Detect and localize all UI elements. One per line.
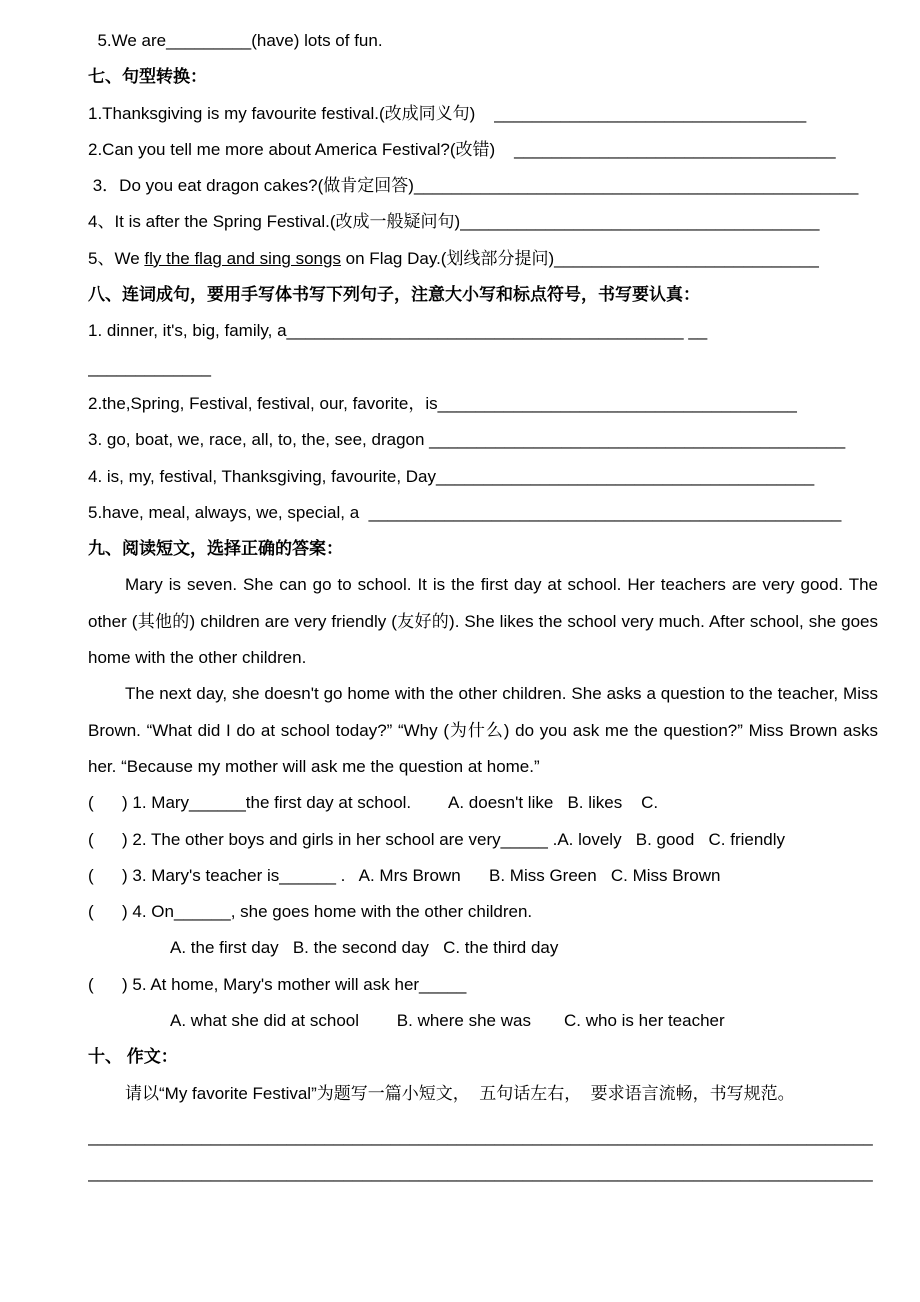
s7-question-2: 2.Can you tell me more about America Festival?(改错) __________________________________ xyxy=(88,139,836,159)
s8-question-1-continuation: _____________ xyxy=(88,357,211,377)
essay-answer-line-1: ___________________________________________________________________________________ xyxy=(88,1126,873,1146)
mcq-question-4: ( ) 4. On______, she goes home with the other children. xyxy=(88,902,533,922)
essay-answer-line-2: ___________________________________________________________________________________ xyxy=(88,1163,873,1183)
mcq-question-2: ( ) 2. The other boys and girls in her school are very_____ .A. lovely B. good C. friendly xyxy=(88,829,786,849)
mcq-question-1: ( ) 1. Mary______the first day at school. A. doesn't like B. likes C. xyxy=(88,793,659,813)
s8-question-1: 1. dinner, it's, big, family, a__________________________________________ __ xyxy=(88,321,708,341)
mcq-question-5-options: A. what she did at school B. where she was C. who is her teacher xyxy=(170,1011,725,1031)
s8-question-3: 3. go, boat, we, race, all, to, the, see, dragon ____________________________________________ xyxy=(88,430,846,450)
reading-paragraph-1: Mary is seven. She can go to school. It is the first day at school. Her teachers are very good. The other (其他的) children are very friendly (友好的). She likes the school very much. After school, she goes home with the other children. xyxy=(88,575,878,668)
fill-blank-item-5: 5.We are_________(have) lots of fun. xyxy=(88,31,383,50)
mcq-question-4-options: A. the first day B. the second day C. the third day xyxy=(170,938,559,958)
section10-heading: 十、 作文： xyxy=(88,1047,178,1067)
section7-heading: 七、句型转换： xyxy=(88,67,207,87)
mcq-question-5: ( ) 5. At home, Mary's mother will ask her_____ xyxy=(88,974,467,994)
s7-question-5 xyxy=(88,241,878,277)
section9-heading: 九、阅读短文，选择正确的答案： xyxy=(88,539,343,559)
s8-question-5: 5.have, meal, always, we, special, a __________________________________________________ xyxy=(88,502,842,522)
s7-question-3: 3．Do you eat dragon cakes?(做肯定回答)_______________________________________________ xyxy=(88,176,859,196)
s7-q5-underlined-phrase: fly the flag and sing songs xyxy=(144,248,341,268)
reading-paragraph-2: The next day, she doesn't go home with the other children. She asks a question to the teacher, Miss Brown. “What did I do at school today?” “Why (为什么) do you ask me the question?” Miss Brown asks her. “Because my mother will ask me the question at home.” xyxy=(88,684,878,776)
essay-prompt: 请以“My favorite Festival”为题写一篇小短文， 五句话左右， 要求语言流畅，书写规范。 xyxy=(125,1083,795,1103)
section8-heading: 八、连词成句，要用手写体书写下列句子，注意大小写和标点符号，书写要认真： xyxy=(88,285,700,305)
s7-question-1: 1.Thanksgiving is my favourite festival.(改成同义句) _________________________________ xyxy=(88,103,807,123)
s7-q5-suffix: on Flag Day.(划线部分提问)____________________________ xyxy=(340,248,819,268)
s8-question-4: 4. is, my, festival, Thanksgiving, favourite, Day________________________________________ xyxy=(88,466,815,486)
s8-question-2: 2.the,Spring, Festival, festival, our, favorite，is______________________________________ xyxy=(88,393,797,413)
s7-question-4: 4、It is after the Spring Festival.(改成一般疑问句)______________________________________ xyxy=(88,212,820,232)
s7-q5-prefix: 5、We xyxy=(88,248,145,268)
mcq-question-3: ( ) 3. Mary's teacher is______ . A. Mrs Brown B. Miss Green C. Miss Brown xyxy=(88,865,721,885)
